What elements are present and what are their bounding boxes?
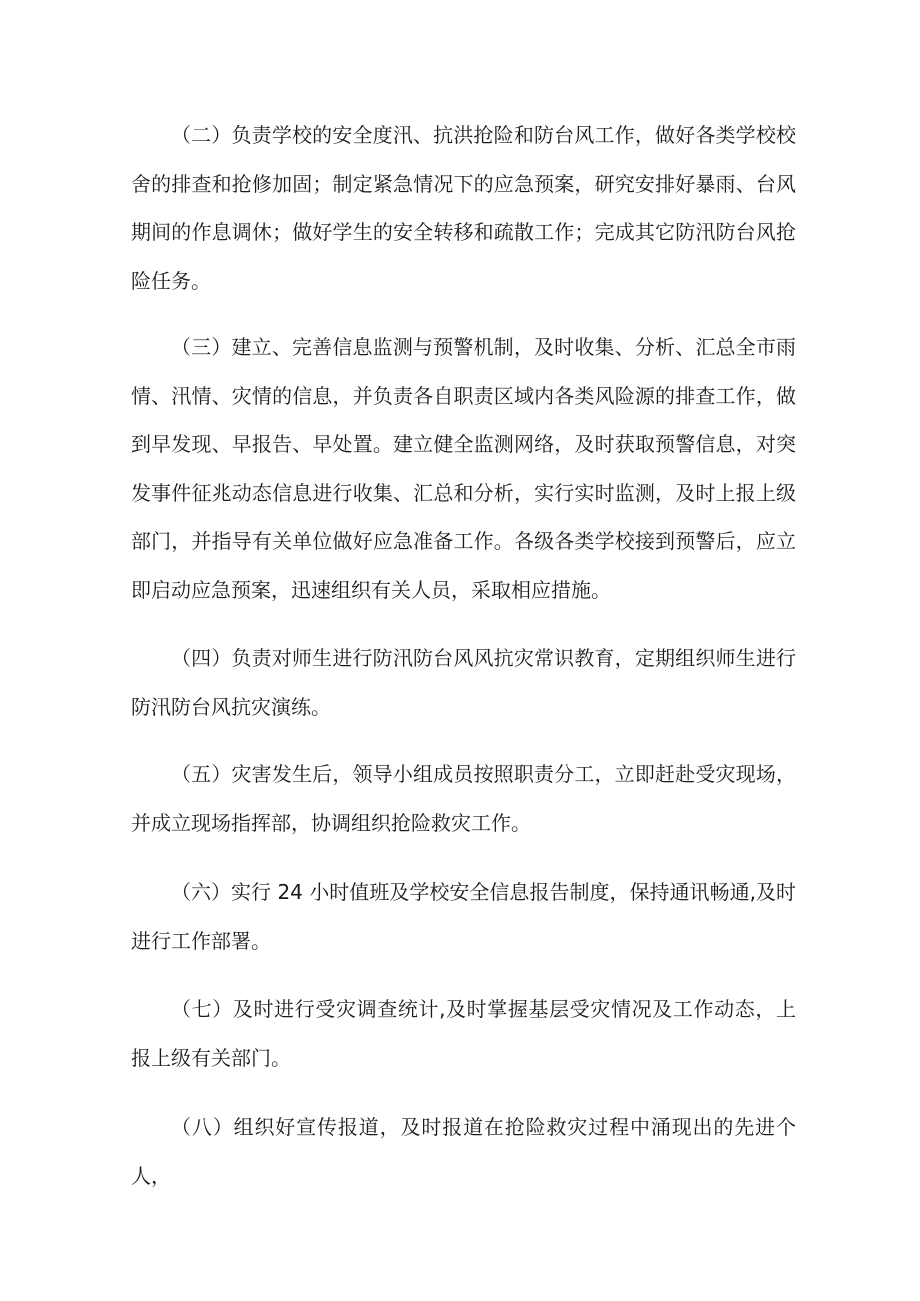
paragraph-responsibility-4: （四）负责对师生进行防汛防台风风抗灾常识教育，定期组织师生进行防汛防台风抗灾演练。: [131, 646, 796, 719]
paragraph-responsibility-3: （三）建立、完善信息监测与预警机制，及时收集、分析、汇总全市雨情、汛情、灾情的信息，并负责各自职责区域内各类风险源的排查工作，做到早发现、早报告、早处置。建立健全监测网络，及时获取预警信息，对突发事件征兆动态信息进行收集、汇总和分析，实行实时监测，及时上报上级部门，并指导有关单位做好应急准备工作。各级各类学校接到预警后，应立即启动应急预案，迅速组织有关人员，采取相应措施。: [131, 335, 796, 602]
paragraph-responsibility-7: （七）及时进行受灾调查统计,及时掌握基层受灾情况及工作动态，上报上级有关部门。: [131, 997, 796, 1070]
paragraph-responsibility-6: （六）实行 24 小时值班及学校安全信息报告制度，保持通讯畅通,及时进行工作部署。: [131, 880, 796, 953]
paragraph-responsibility-8: （八）组织好宣传报道，及时报道在抢险救灾过程中涌现出的先进个人，: [131, 1115, 796, 1188]
paragraph-responsibility-5: （五）灾害发生后，领导小组成员按照职责分工，立即赶赴受灾现场，并成立现场指挥部，协调组织抢险救灾工作。: [131, 762, 796, 835]
paragraph-responsibility-2: （二）负责学校的安全度汛、抗洪抢险和防台风工作，做好各类学校校舍的排查和抢修加固；制定紧急情况下的应急预案，研究安排好暴雨、台风期间的作息调休；做好学生的安全转移和疏散工作；完成其它防汛防台风抢险任务。: [131, 123, 796, 293]
